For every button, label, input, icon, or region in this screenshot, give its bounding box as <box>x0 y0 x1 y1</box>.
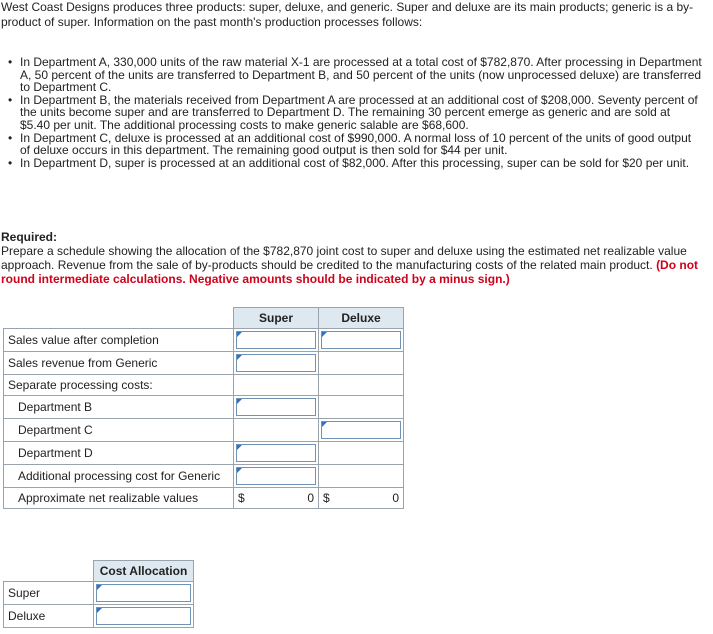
table-row <box>4 582 194 605</box>
row-label-separate-costs: Separate processing costs: <box>4 375 234 396</box>
row-label-additional-generic: Additional processing cost for Generic <box>4 465 234 488</box>
bullet-department-a: • In Department A, 330,000 units of the raw material X-1 are processed at a total cost of $782,870. After processing in Department A, 50 percent of the units are transferred to Department B, and 50 percent of the units (now unprocessed deluxe) are transferred to Department C. <box>8 56 703 94</box>
cost-allocation-table <box>3 560 194 628</box>
super-separate-costs-cell <box>234 375 319 396</box>
required-instructions <box>1 244 701 286</box>
column-header-super: Super <box>234 308 319 329</box>
deluxe-department-c-input[interactable] <box>319 419 404 442</box>
column-header-cost-allocation: Cost Allocation <box>94 561 194 582</box>
row-label-sales-value: Sales value after completion <box>4 329 234 352</box>
super-nrv-currency: $ <box>238 491 245 505</box>
deluxe-separate-costs-cell <box>319 375 404 396</box>
super-cost-allocation-input[interactable] <box>94 582 194 605</box>
deluxe-additional-generic-cell <box>319 465 404 488</box>
deluxe-sales-generic-cell <box>319 352 404 375</box>
deluxe-nrv-currency: $ <box>323 491 330 505</box>
row-label-deluxe: Deluxe <box>4 605 94 628</box>
table-header-row <box>4 561 194 582</box>
table-header-row <box>4 308 404 329</box>
table-row <box>4 396 404 419</box>
row-label-approx-nrv: Approximate net realizable values <box>4 488 234 509</box>
super-nrv-total <box>234 488 319 509</box>
super-sales-value-input[interactable] <box>234 329 319 352</box>
deluxe-sales-value-input[interactable] <box>319 329 404 352</box>
deluxe-nrv-total <box>319 488 404 509</box>
required-text: Prepare a schedule showing the allocation of the $782,870 joint cost to super and deluxe using the estimated net realizable value approach. Revenue from the sale of by-products should be credited to the manufacturing costs of the related main product. <box>1 244 687 272</box>
required-note: (Do not round intermediate calculations. Negative amounts should be indicated by a minus sign.) <box>1 258 699 286</box>
bullet-department-c: • In Department C, deluxe is processed at an additional cost of $990,000. A normal loss of 10 percent of the units of good output of deluxe occurs in this department. The remaining good output is then sold for $44 per unit. <box>8 132 703 157</box>
row-label-department-b: Department B <box>4 396 234 419</box>
bullet-department-b: • In Department B, the materials received from Department A are processed at an additional cost of $208,000. Seventy percent of the units become super and are transferred to Department D. The remaining 30 percent emerge as generic and are sold at $5.40 per unit. The additional processing costs to make generic salable are $68,600. <box>8 94 703 132</box>
required-title: Required: <box>1 230 58 244</box>
table-row <box>4 605 194 628</box>
deluxe-cost-allocation-input[interactable] <box>94 605 194 628</box>
super-department-d-input[interactable] <box>234 442 319 465</box>
table-row <box>4 329 404 352</box>
super-nrv-value: 0 <box>307 491 314 505</box>
problem-intro: West Coast Designs produces three products: super, deluxe, and generic. Super and deluxe are its main products; generic is a by-product of super. Information on the past month's production processes follows: <box>1 0 694 29</box>
deluxe-nrv-value: 0 <box>392 491 399 505</box>
table-row <box>4 465 404 488</box>
table-row <box>4 442 404 465</box>
row-label-department-c: Department C <box>4 419 234 442</box>
row-label-sales-generic: Sales revenue from Generic <box>4 352 234 375</box>
deluxe-department-d-cell <box>319 442 404 465</box>
column-header-deluxe: Deluxe <box>319 308 404 329</box>
super-department-b-input[interactable] <box>234 396 319 419</box>
table-row <box>4 352 404 375</box>
table-corner <box>4 308 234 329</box>
process-bullet-list <box>8 56 703 169</box>
row-label-super: Super <box>4 582 94 605</box>
table-row <box>4 488 404 509</box>
super-sales-generic-input[interactable] <box>234 352 319 375</box>
table-row <box>4 419 404 442</box>
nrv-schedule-table <box>3 307 404 509</box>
super-additional-generic-input[interactable] <box>234 465 319 488</box>
deluxe-department-b-cell <box>319 396 404 419</box>
bullet-department-d: • In Department D, super is processed at an additional cost of $82,000. After this processing, super can be sold for $20 per unit. <box>8 157 703 170</box>
table-row <box>4 375 404 396</box>
super-department-c-cell <box>234 419 319 442</box>
row-label-department-d: Department D <box>4 442 234 465</box>
table-corner <box>4 561 94 582</box>
